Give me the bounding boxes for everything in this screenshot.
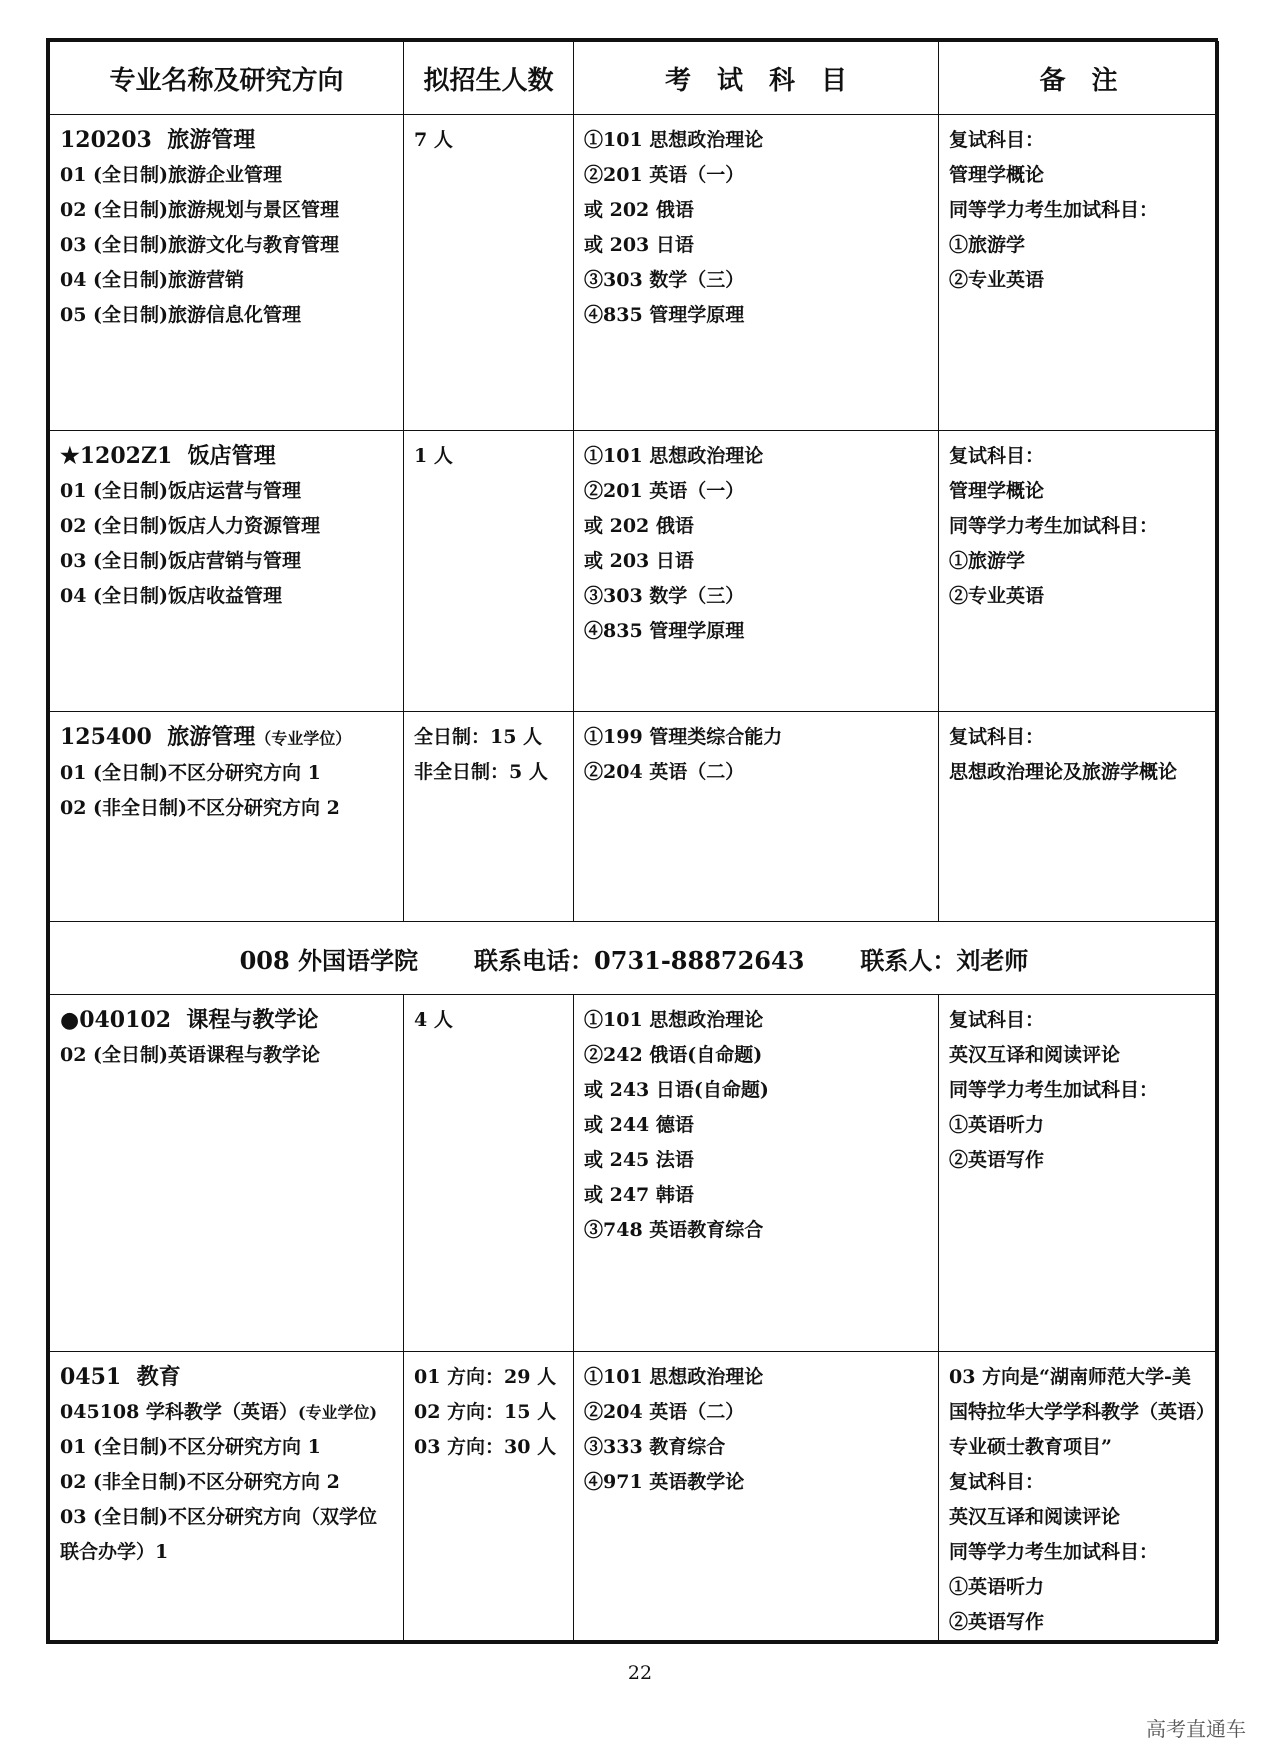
notes-cell xyxy=(939,115,1219,431)
note: 同等学力考生加试科目： xyxy=(949,1541,1159,1563)
major-cell xyxy=(50,1352,404,1641)
major-cell xyxy=(50,115,404,431)
exam-subject: ①199 管理类综合能力 xyxy=(584,726,783,748)
exam-subject: ②242 俄语(自命题) xyxy=(584,1044,763,1066)
exams-cell xyxy=(574,1352,939,1641)
exams-cell xyxy=(574,712,939,922)
note: ①英语听力 xyxy=(949,1576,1045,1598)
major-name: 旅游管理 xyxy=(167,724,256,750)
note: ①旅游学 xyxy=(949,550,1026,572)
exam-subject: 或 244 德语 xyxy=(584,1114,694,1136)
direction: 01 (全日制)不区分研究方向 1 xyxy=(60,1436,321,1458)
note: 管理学概论 xyxy=(949,480,1045,502)
note: ①英语听力 xyxy=(949,1114,1045,1136)
table-row xyxy=(50,995,1219,1352)
note: ②英语写作 xyxy=(949,1611,1045,1633)
header-exams: 考 试 科 目 xyxy=(574,42,939,115)
degree-type: （专业学位） xyxy=(255,729,352,748)
section-cell xyxy=(50,922,1219,995)
exam-subject: ①101 思想政治理论 xyxy=(584,1366,764,1388)
direction: 02 (全日制)旅游规划与景区管理 xyxy=(60,199,340,221)
major-name: 饭店管理 xyxy=(187,443,276,469)
program-note: 03 方向是“湖南师范大学-美国特拉华大学学科教学（英语）专业硕士教育项目” xyxy=(949,1366,1206,1458)
quota: 非全日制：5 人 xyxy=(414,761,548,783)
note: ②英语写作 xyxy=(949,1149,1045,1171)
notes-cell xyxy=(939,1352,1219,1641)
major-code: 125400 xyxy=(60,724,152,750)
direction: 02 (全日制)英语课程与教学论 xyxy=(60,1044,321,1066)
sub-major: 045108 学科教学（英语） xyxy=(60,1401,298,1423)
major-cell xyxy=(50,995,404,1352)
major-name: 旅游管理 xyxy=(167,127,256,153)
table-header-row xyxy=(50,42,1219,115)
quota: 7 人 xyxy=(414,129,453,151)
exam-subject: 或 243 日语(自命题) xyxy=(584,1079,769,1101)
exam-subject: ④971 英语教学论 xyxy=(584,1471,745,1493)
page-number: 22 xyxy=(627,1662,653,1684)
notes-cell xyxy=(939,712,1219,922)
note: ②专业英语 xyxy=(949,585,1045,607)
table-row xyxy=(50,115,1219,431)
major-code: 120203 xyxy=(60,127,152,153)
exam-subject: ①101 思想政治理论 xyxy=(584,1009,764,1031)
note: 复试科目： xyxy=(949,726,1045,748)
admissions-table xyxy=(46,38,1218,1644)
exam-subject: 或 247 韩语 xyxy=(584,1184,694,1206)
quota-cell xyxy=(404,1352,574,1641)
major-code: 0451 xyxy=(60,1364,122,1390)
note: 同等学力考生加试科目： xyxy=(949,515,1159,537)
direction: 05 (全日制)旅游信息化管理 xyxy=(60,304,302,326)
note: 英汉互译和阅读评论 xyxy=(949,1506,1121,1528)
header-quota: 拟招生人数 xyxy=(404,42,574,115)
quota-cell xyxy=(404,712,574,922)
note: ②专业英语 xyxy=(949,269,1045,291)
direction: 01 (全日制)不区分研究方向 1 xyxy=(60,762,321,784)
note: 英汉互译和阅读评论 xyxy=(949,1044,1121,1066)
notes-cell xyxy=(939,431,1219,712)
section-name: 008 外国语学院 xyxy=(239,945,419,975)
exam-subject: ③303 数学（三） xyxy=(584,585,745,607)
section-phone: 联系电话：0731-88872643 xyxy=(474,945,805,975)
exams-cell xyxy=(574,115,939,431)
note: 复试科目： xyxy=(949,1009,1045,1031)
major-cell xyxy=(50,431,404,712)
table-row xyxy=(50,1352,1219,1641)
note: 同等学力考生加试科目： xyxy=(949,1079,1159,1101)
exams-cell xyxy=(574,431,939,712)
exam-subject: 或 245 法语 xyxy=(584,1149,694,1171)
exam-subject: 或 203 日语 xyxy=(584,550,694,572)
note: 复试科目： xyxy=(949,1471,1045,1493)
exam-subject: 或 202 俄语 xyxy=(584,515,694,537)
note: 复试科目： xyxy=(949,445,1045,467)
quota: 02 方向：15 人 xyxy=(414,1401,557,1423)
quota: 03 方向：30 人 xyxy=(414,1436,557,1458)
direction: 02 (非全日制)不区分研究方向 2 xyxy=(60,797,340,819)
major-cell xyxy=(50,712,404,922)
note: 复试科目： xyxy=(949,129,1045,151)
exams-cell xyxy=(574,995,939,1352)
exam-subject: 或 202 俄语 xyxy=(584,199,694,221)
quota: 1 人 xyxy=(414,445,453,467)
quota: 全日制：15 人 xyxy=(414,726,543,748)
major-code: ●040102 xyxy=(60,1007,172,1033)
exam-subject: ③303 数学（三） xyxy=(584,269,745,291)
major-name: 教育 xyxy=(136,1364,181,1390)
note: 思想政治理论及旅游学概论 xyxy=(949,761,1178,783)
header-notes: 备 注 xyxy=(939,42,1219,115)
note: 同等学力考生加试科目： xyxy=(949,199,1159,221)
quota-cell xyxy=(404,431,574,712)
section-header xyxy=(50,922,1219,995)
exam-subject: ②201 英语（一） xyxy=(584,164,745,186)
quota-cell xyxy=(404,115,574,431)
exam-subject: ②201 英语（一） xyxy=(584,480,745,502)
notes-cell xyxy=(939,995,1219,1352)
direction: 01 (全日制)饭店运营与管理 xyxy=(60,480,302,502)
exam-subject: ②204 英语（二） xyxy=(584,761,745,783)
degree-type: (专业学位) xyxy=(297,1403,378,1422)
exam-subject: ④835 管理学原理 xyxy=(584,620,745,642)
note: ①旅游学 xyxy=(949,234,1026,256)
quota: 4 人 xyxy=(414,1009,453,1031)
exam-subject: ③748 英语教育综合 xyxy=(584,1219,764,1241)
exam-subject: ①101 思想政治理论 xyxy=(584,129,764,151)
table-row xyxy=(50,431,1219,712)
header-major: 专业名称及研究方向 xyxy=(50,42,404,115)
direction: 03 (全日制)饭店营销与管理 xyxy=(60,550,302,572)
direction: 02 (全日制)饭店人力资源管理 xyxy=(60,515,321,537)
direction: 01 (全日制)旅游企业管理 xyxy=(60,164,283,186)
exam-subject: ③333 教育综合 xyxy=(584,1436,726,1458)
table-row xyxy=(50,712,1219,922)
note: 管理学概论 xyxy=(949,164,1045,186)
watermark: 高考直通车 xyxy=(1146,1717,1246,1741)
quota: 01 方向：29 人 xyxy=(414,1366,557,1388)
exam-subject: ①101 思想政治理论 xyxy=(584,445,764,467)
exam-subject: ④835 管理学原理 xyxy=(584,304,745,326)
direction: 03 (全日制)旅游文化与教育管理 xyxy=(60,234,340,256)
direction: 04 (全日制)饭店收益管理 xyxy=(60,585,283,607)
direction: 02 (非全日制)不区分研究方向 2 xyxy=(60,1471,340,1493)
major-code: ★1202Z1 xyxy=(60,443,173,469)
direction: 03 (全日制)不区分研究方向（双学位联合办学）1 xyxy=(60,1506,378,1563)
section-contact: 联系人：刘老师 xyxy=(860,945,1029,975)
exam-subject: ②204 英语（二） xyxy=(584,1401,745,1423)
direction: 04 (全日制)旅游营销 xyxy=(60,269,245,291)
major-name: 课程与教学论 xyxy=(186,1007,319,1033)
quota-cell xyxy=(404,995,574,1352)
exam-subject: 或 203 日语 xyxy=(584,234,694,256)
